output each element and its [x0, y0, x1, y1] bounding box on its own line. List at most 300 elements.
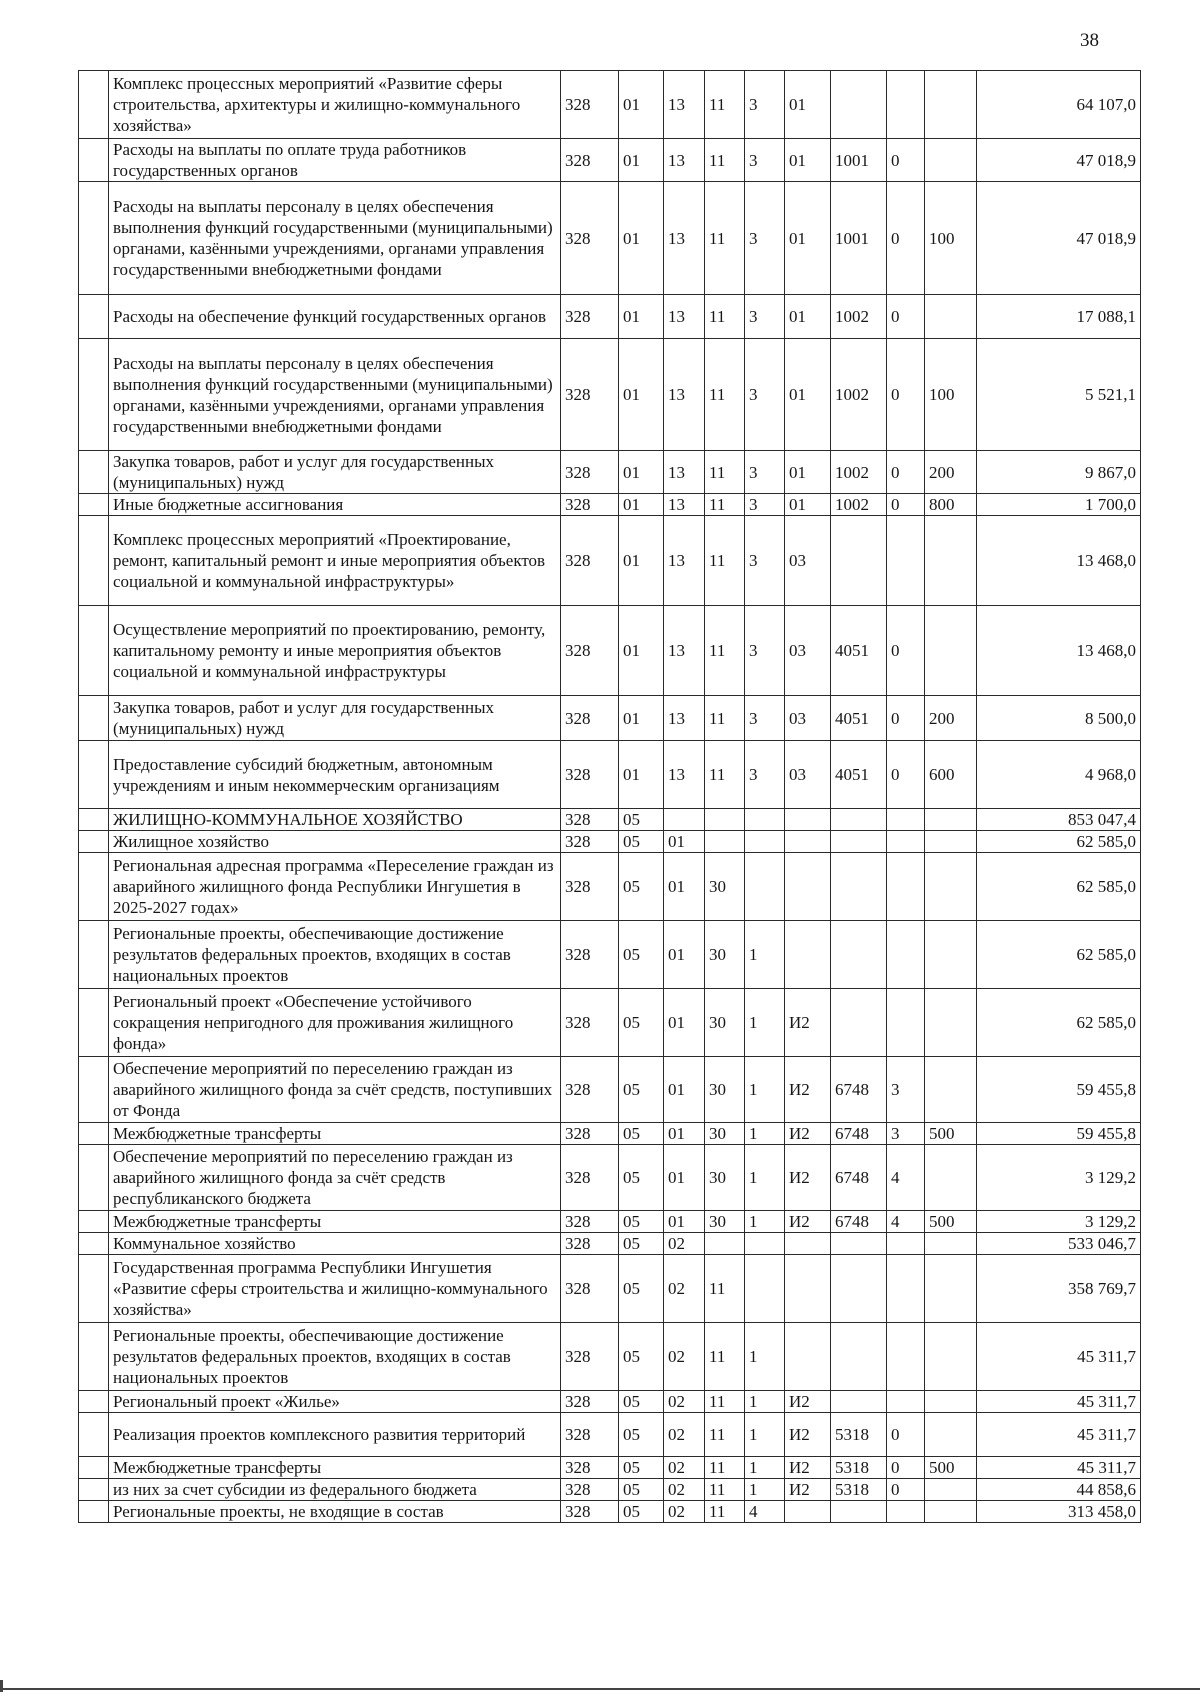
row-amount: 59 455,8	[977, 1057, 1141, 1123]
row-margin-cell	[79, 339, 109, 451]
table-row	[79, 1123, 1141, 1145]
row-margin-cell	[79, 741, 109, 809]
expense-type-code	[925, 809, 977, 831]
row-margin-cell	[79, 809, 109, 831]
row-amount: 3 129,2	[977, 1145, 1141, 1211]
table-row	[79, 1057, 1141, 1123]
admin-code: 328	[561, 741, 619, 809]
expense-type-code	[925, 1479, 977, 1501]
subdirection-code: 4	[887, 1211, 925, 1233]
admin-code: 328	[561, 339, 619, 451]
row-margin-cell	[79, 1211, 109, 1233]
expense-type-code	[925, 1413, 977, 1457]
subdirection-code	[887, 516, 925, 606]
row-amount: 47 018,9	[977, 182, 1141, 295]
subprogram-code: 1	[745, 1391, 785, 1413]
row-margin-cell	[79, 1323, 109, 1391]
direction-code: 4051	[831, 696, 887, 741]
section-code: 05	[619, 1501, 664, 1523]
table-row	[79, 1457, 1141, 1479]
subdirection-code: 0	[887, 139, 925, 182]
program-code: 30	[705, 1211, 745, 1233]
subprogram-code: 3	[745, 606, 785, 696]
row-margin-cell	[79, 1391, 109, 1413]
subsection-code	[664, 809, 705, 831]
admin-code: 328	[561, 139, 619, 182]
section-code: 01	[619, 182, 664, 295]
table-row	[79, 1145, 1141, 1211]
row-amount: 17 088,1	[977, 295, 1141, 339]
direction-code	[831, 1323, 887, 1391]
program-code: 11	[705, 1501, 745, 1523]
admin-code: 328	[561, 1391, 619, 1413]
direction-code: 1002	[831, 295, 887, 339]
subprogram-code	[745, 1233, 785, 1255]
table-row	[79, 182, 1141, 295]
subdirection-code: 3	[887, 1123, 925, 1145]
row-description: Комплекс процессных мероприятий «Развитие сферы строительства, архитектуры и жилищно-коммунального хозяйства»	[109, 71, 561, 139]
subprogram-code: 1	[745, 1457, 785, 1479]
subdirection-code: 0	[887, 182, 925, 295]
direction-code	[831, 1501, 887, 1523]
subsection-code: 02	[664, 1233, 705, 1255]
subsection-code: 01	[664, 1057, 705, 1123]
direction-code	[831, 1233, 887, 1255]
subdirection-code	[887, 831, 925, 853]
expense-type-code: 200	[925, 696, 977, 741]
admin-code: 328	[561, 696, 619, 741]
direction-code: 1001	[831, 182, 887, 295]
row-margin-cell	[79, 516, 109, 606]
admin-code: 328	[561, 606, 619, 696]
direction-code: 6748	[831, 1145, 887, 1211]
subsection-code: 01	[664, 1211, 705, 1233]
direction-code	[831, 831, 887, 853]
admin-code: 328	[561, 989, 619, 1057]
subdirection-code	[887, 989, 925, 1057]
admin-code: 328	[561, 1211, 619, 1233]
expense-type-code	[925, 853, 977, 921]
section-code: 05	[619, 1123, 664, 1145]
row-amount: 13 468,0	[977, 606, 1141, 696]
table-row	[79, 809, 1141, 831]
subdirection-code: 3	[887, 1057, 925, 1123]
row-description: Региональный проект «Обеспечение устойчивого сокращения непригодного для проживания жилищного фонда»	[109, 989, 561, 1057]
subsection-code: 13	[664, 339, 705, 451]
subprogram-code: 1	[745, 989, 785, 1057]
subprogram-code: 3	[745, 451, 785, 494]
row-description: Региональные проекты, обеспечивающие достижение результатов федеральных проектов, входящих в состав национальных проектов	[109, 1323, 561, 1391]
table-row	[79, 516, 1141, 606]
subsection-code: 01	[664, 921, 705, 989]
row-margin-cell	[79, 494, 109, 516]
expense-type-code	[925, 1145, 977, 1211]
subdirection-code: 0	[887, 339, 925, 451]
subprogram-code: 1	[745, 1413, 785, 1457]
direction-code: 1002	[831, 494, 887, 516]
row-description: Осуществление мероприятий по проектированию, ремонту, капитальному ремонту и иные мероприятия объектов социальной и коммунальной инфраструктуры	[109, 606, 561, 696]
admin-code: 328	[561, 1457, 619, 1479]
event-code: И2	[785, 1457, 831, 1479]
subsection-code: 13	[664, 606, 705, 696]
table-row	[79, 1233, 1141, 1255]
subsection-code: 13	[664, 71, 705, 139]
admin-code: 328	[561, 921, 619, 989]
expense-type-code	[925, 139, 977, 182]
section-code: 05	[619, 1479, 664, 1501]
subsection-code: 01	[664, 853, 705, 921]
subprogram-code: 1	[745, 921, 785, 989]
event-code	[785, 921, 831, 989]
program-code: 30	[705, 1057, 745, 1123]
row-amount: 64 107,0	[977, 71, 1141, 139]
program-code	[705, 809, 745, 831]
table-row	[79, 989, 1141, 1057]
section-code: 05	[619, 1413, 664, 1457]
subsection-code: 02	[664, 1323, 705, 1391]
row-amount: 13 468,0	[977, 516, 1141, 606]
event-code: 01	[785, 139, 831, 182]
table-row	[79, 1255, 1141, 1323]
row-description: Комплекс процессных мероприятий «Проектирование, ремонт, капитальный ремонт и иные мероприятия объектов социальной и коммунальной инфраструктуры»	[109, 516, 561, 606]
subsection-code: 13	[664, 182, 705, 295]
program-code: 30	[705, 921, 745, 989]
event-code: И2	[785, 1479, 831, 1501]
table-row	[79, 1501, 1141, 1523]
expense-type-code	[925, 606, 977, 696]
program-code: 11	[705, 1255, 745, 1323]
admin-code: 328	[561, 1145, 619, 1211]
row-description: Обеспечение мероприятий по переселению граждан из аварийного жилищного фонда за счёт средств, поступивших от Фонда	[109, 1057, 561, 1123]
event-code	[785, 1255, 831, 1323]
event-code	[785, 1323, 831, 1391]
row-description: Реализация проектов комплексного развития территорий	[109, 1413, 561, 1457]
row-description: Закупка товаров, работ и услуг для государственных (муниципальных) нужд	[109, 451, 561, 494]
subsection-code: 02	[664, 1255, 705, 1323]
row-amount: 62 585,0	[977, 853, 1141, 921]
event-code: И2	[785, 1413, 831, 1457]
event-code: 03	[785, 696, 831, 741]
subprogram-code	[745, 831, 785, 853]
subprogram-code	[745, 809, 785, 831]
subprogram-code: 1	[745, 1323, 785, 1391]
direction-code	[831, 989, 887, 1057]
subsection-code: 13	[664, 741, 705, 809]
admin-code: 328	[561, 853, 619, 921]
row-amount: 47 018,9	[977, 139, 1141, 182]
subprogram-code: 3	[745, 139, 785, 182]
row-amount: 313 458,0	[977, 1501, 1141, 1523]
admin-code: 328	[561, 1479, 619, 1501]
direction-code: 5318	[831, 1479, 887, 1501]
section-code: 05	[619, 1211, 664, 1233]
section-code: 05	[619, 921, 664, 989]
program-code	[705, 1233, 745, 1255]
section-code: 01	[619, 71, 664, 139]
subdirection-code	[887, 1233, 925, 1255]
row-margin-cell	[79, 1457, 109, 1479]
section-code: 01	[619, 494, 664, 516]
subdirection-code: 4	[887, 1145, 925, 1211]
row-description: Региональный проект «Жилье»	[109, 1391, 561, 1413]
event-code	[785, 831, 831, 853]
table-row	[79, 831, 1141, 853]
program-code: 30	[705, 1145, 745, 1211]
event-code: 01	[785, 182, 831, 295]
row-description: Межбюджетные трансферты	[109, 1123, 561, 1145]
subprogram-code: 3	[745, 696, 785, 741]
row-description: Межбюджетные трансферты	[109, 1457, 561, 1479]
expense-type-code: 500	[925, 1123, 977, 1145]
program-code: 30	[705, 989, 745, 1057]
section-code: 05	[619, 1457, 664, 1479]
subsection-code: 13	[664, 516, 705, 606]
row-margin-cell	[79, 71, 109, 139]
row-amount: 8 500,0	[977, 696, 1141, 741]
subdirection-code	[887, 1391, 925, 1413]
row-amount: 1 700,0	[977, 494, 1141, 516]
event-code: 01	[785, 494, 831, 516]
program-code: 11	[705, 295, 745, 339]
table-row	[79, 71, 1141, 139]
event-code: И2	[785, 1145, 831, 1211]
row-amount: 59 455,8	[977, 1123, 1141, 1145]
subprogram-code: 1	[745, 1145, 785, 1211]
row-description: Региональные проекты, обеспечивающие достижение результатов федеральных проектов, входящих в состав национальных проектов	[109, 921, 561, 989]
direction-code: 5318	[831, 1457, 887, 1479]
program-code: 11	[705, 339, 745, 451]
row-margin-cell	[79, 1413, 109, 1457]
table-row	[79, 451, 1141, 494]
admin-code: 328	[561, 1255, 619, 1323]
expense-type-code: 100	[925, 182, 977, 295]
subprogram-code: 3	[745, 494, 785, 516]
row-amount: 62 585,0	[977, 989, 1141, 1057]
section-code: 05	[619, 1057, 664, 1123]
page-corner-mark	[0, 1680, 3, 1692]
row-description: Обеспечение мероприятий по переселению граждан из аварийного жилищного фонда за счёт средств республиканского бюджета	[109, 1145, 561, 1211]
row-description: Расходы на выплаты по оплате труда работников государственных органов	[109, 139, 561, 182]
event-code	[785, 853, 831, 921]
subdirection-code: 0	[887, 606, 925, 696]
section-code: 05	[619, 1233, 664, 1255]
direction-code	[831, 1255, 887, 1323]
row-amount: 5 521,1	[977, 339, 1141, 451]
subprogram-code	[745, 1255, 785, 1323]
program-code: 11	[705, 451, 745, 494]
section-code: 05	[619, 831, 664, 853]
row-margin-cell	[79, 696, 109, 741]
subsection-code: 13	[664, 295, 705, 339]
subprogram-code: 3	[745, 71, 785, 139]
program-code: 11	[705, 1479, 745, 1501]
admin-code: 328	[561, 831, 619, 853]
row-description: Расходы на обеспечение функций государственных органов	[109, 295, 561, 339]
subprogram-code: 1	[745, 1057, 785, 1123]
table-row	[79, 606, 1141, 696]
admin-code: 328	[561, 516, 619, 606]
subsection-code: 02	[664, 1413, 705, 1457]
event-code: 03	[785, 606, 831, 696]
row-description: Предоставление субсидий бюджетным, автономным учреждениям и иным некоммерческим организациям	[109, 741, 561, 809]
expense-type-code	[925, 516, 977, 606]
row-description: Региональные проекты, не входящие в состав	[109, 1501, 561, 1523]
row-margin-cell	[79, 1123, 109, 1145]
subprogram-code: 3	[745, 339, 785, 451]
subprogram-code: 1	[745, 1211, 785, 1233]
subsection-code: 02	[664, 1391, 705, 1413]
direction-code	[831, 921, 887, 989]
row-amount: 62 585,0	[977, 831, 1141, 853]
subsection-code: 01	[664, 1123, 705, 1145]
event-code: 01	[785, 339, 831, 451]
program-code: 30	[705, 853, 745, 921]
admin-code: 328	[561, 295, 619, 339]
row-description: из них за счет субсидии из федерального бюджета	[109, 1479, 561, 1501]
event-code	[785, 809, 831, 831]
row-margin-cell	[79, 831, 109, 853]
section-code: 05	[619, 853, 664, 921]
row-margin-cell	[79, 1145, 109, 1211]
row-amount: 533 046,7	[977, 1233, 1141, 1255]
section-code: 05	[619, 809, 664, 831]
program-code: 11	[705, 606, 745, 696]
expense-type-code: 500	[925, 1457, 977, 1479]
section-code: 01	[619, 139, 664, 182]
budget-table-body	[79, 71, 1141, 1523]
section-code: 01	[619, 741, 664, 809]
table-row	[79, 741, 1141, 809]
section-code: 01	[619, 295, 664, 339]
expense-type-code	[925, 1391, 977, 1413]
direction-code: 5318	[831, 1413, 887, 1457]
admin-code: 328	[561, 182, 619, 295]
expense-type-code	[925, 295, 977, 339]
event-code: И2	[785, 1391, 831, 1413]
subdirection-code	[887, 1255, 925, 1323]
admin-code: 328	[561, 1123, 619, 1145]
direction-code	[831, 1391, 887, 1413]
subprogram-code: 4	[745, 1501, 785, 1523]
row-margin-cell	[79, 1057, 109, 1123]
program-code: 11	[705, 182, 745, 295]
direction-code	[831, 516, 887, 606]
event-code: И2	[785, 989, 831, 1057]
program-code: 11	[705, 1391, 745, 1413]
row-margin-cell	[79, 921, 109, 989]
admin-code: 328	[561, 451, 619, 494]
row-amount: 45 311,7	[977, 1457, 1141, 1479]
row-margin-cell	[79, 1501, 109, 1523]
section-code: 01	[619, 606, 664, 696]
subdirection-code	[887, 921, 925, 989]
row-description: Коммунальное хозяйство	[109, 1233, 561, 1255]
row-amount: 45 311,7	[977, 1413, 1141, 1457]
subdirection-code	[887, 71, 925, 139]
table-row	[79, 921, 1141, 989]
subdirection-code: 0	[887, 696, 925, 741]
expense-type-code: 800	[925, 494, 977, 516]
section-code: 05	[619, 1323, 664, 1391]
table-row	[79, 1391, 1141, 1413]
table-row	[79, 494, 1141, 516]
subsection-code: 02	[664, 1501, 705, 1523]
row-margin-cell	[79, 139, 109, 182]
table-row	[79, 139, 1141, 182]
event-code: 01	[785, 71, 831, 139]
subdirection-code: 0	[887, 451, 925, 494]
row-margin-cell	[79, 853, 109, 921]
subdirection-code	[887, 1323, 925, 1391]
table-row	[79, 696, 1141, 741]
table-row	[79, 295, 1141, 339]
subdirection-code: 0	[887, 1413, 925, 1457]
event-code: 01	[785, 295, 831, 339]
direction-code: 4051	[831, 606, 887, 696]
row-margin-cell	[79, 1233, 109, 1255]
admin-code: 328	[561, 1057, 619, 1123]
row-description: Иные бюджетные ассигнования	[109, 494, 561, 516]
subdirection-code: 0	[887, 741, 925, 809]
section-code: 05	[619, 989, 664, 1057]
expense-type-code: 200	[925, 451, 977, 494]
event-code: 03	[785, 516, 831, 606]
program-code: 30	[705, 1123, 745, 1145]
subprogram-code: 3	[745, 295, 785, 339]
expense-type-code	[925, 1233, 977, 1255]
direction-code: 1002	[831, 451, 887, 494]
section-code: 05	[619, 1391, 664, 1413]
event-code: И2	[785, 1123, 831, 1145]
direction-code: 1002	[831, 339, 887, 451]
table-row	[79, 339, 1141, 451]
row-margin-cell	[79, 1479, 109, 1501]
subsection-code: 01	[664, 1145, 705, 1211]
subprogram-code: 1	[745, 1479, 785, 1501]
page-number: 38	[1080, 30, 1099, 51]
section-code: 01	[619, 451, 664, 494]
expense-type-code	[925, 921, 977, 989]
row-amount: 62 585,0	[977, 921, 1141, 989]
subprogram-code: 3	[745, 182, 785, 295]
row-description: Расходы на выплаты персоналу в целях обеспечения выполнения функций государственными (муниципальными) органами, казёнными учреждениями, органами управления государственными внебюджетными фондами	[109, 339, 561, 451]
subprogram-code: 3	[745, 516, 785, 606]
admin-code: 328	[561, 1323, 619, 1391]
row-margin-cell	[79, 182, 109, 295]
expense-type-code	[925, 1323, 977, 1391]
program-code: 11	[705, 1413, 745, 1457]
subsection-code: 13	[664, 696, 705, 741]
subsection-code: 02	[664, 1479, 705, 1501]
table-row	[79, 853, 1141, 921]
table-row	[79, 1413, 1141, 1457]
program-code: 11	[705, 1457, 745, 1479]
subsection-code: 01	[664, 831, 705, 853]
program-code: 11	[705, 516, 745, 606]
direction-code	[831, 853, 887, 921]
subprogram-code: 1	[745, 1123, 785, 1145]
event-code: 03	[785, 741, 831, 809]
table-row	[79, 1211, 1141, 1233]
direction-code: 4051	[831, 741, 887, 809]
row-margin-cell	[79, 989, 109, 1057]
subdirection-code: 0	[887, 494, 925, 516]
expense-type-code	[925, 989, 977, 1057]
expense-type-code	[925, 1255, 977, 1323]
subdirection-code: 0	[887, 1479, 925, 1501]
row-description: ЖИЛИЩНО-КОММУНАЛЬНОЕ ХОЗЯЙСТВО	[109, 809, 561, 831]
row-margin-cell	[79, 451, 109, 494]
